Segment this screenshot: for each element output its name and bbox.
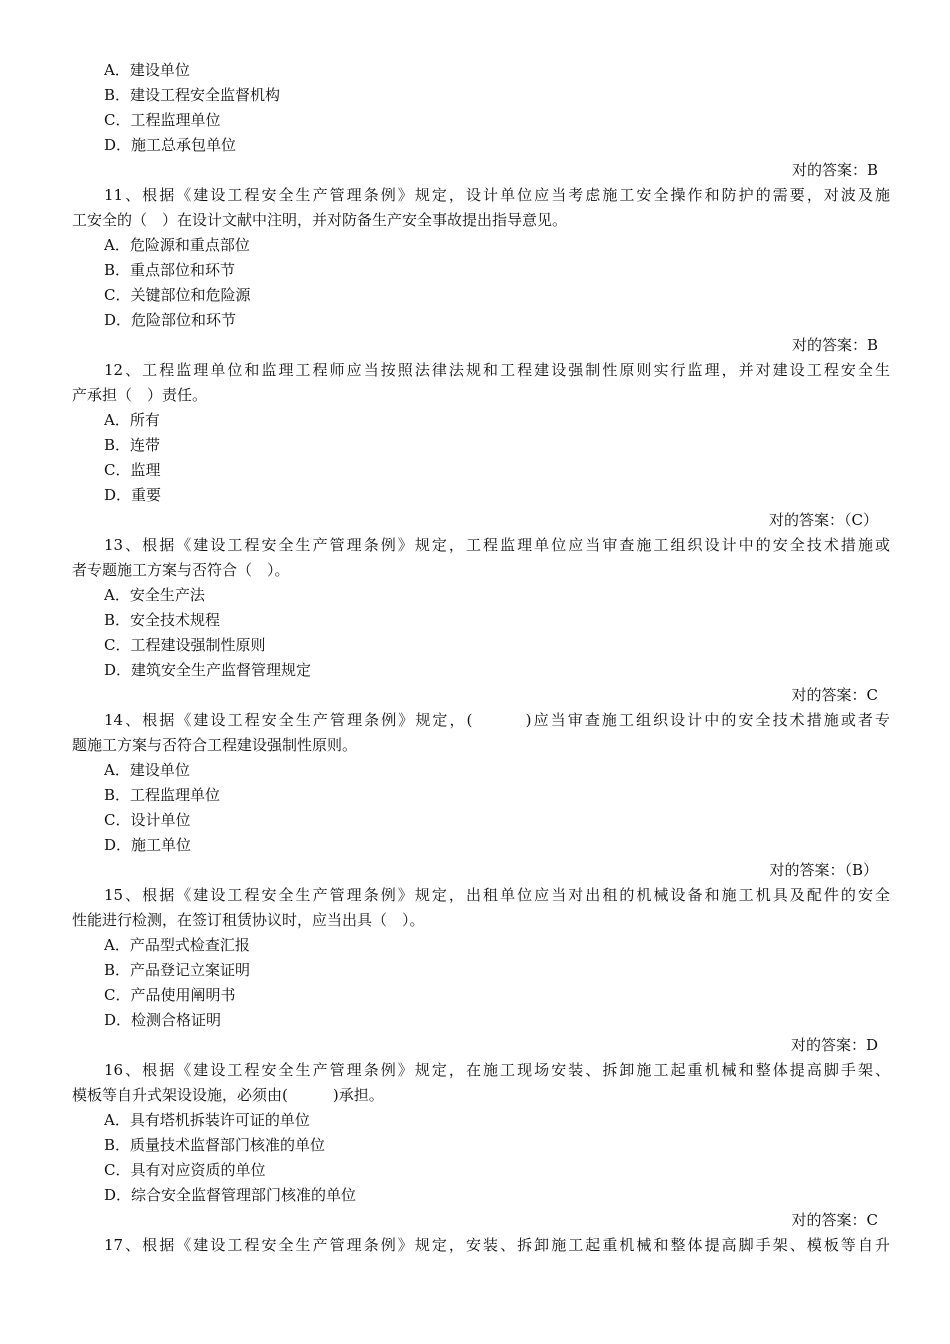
- question-list: [72, 58, 890, 1258]
- question-14-option-c: C．设计单位: [104, 811, 191, 829]
- question-15-stem: 15、根据《建设工程安全生产管理条例》规定，出租单位应当对出租的机械设备和施工机具及配件的安全: [104, 886, 890, 904]
- question-13-option-c: C．工程建设强制性原则: [104, 636, 266, 654]
- question-12-option-c: C．监理: [104, 461, 161, 479]
- question-14-stem: 14、根据《建设工程安全生产管理条例》规定，( )应当审查施工组织设计中的安全技术措施或者专: [104, 711, 890, 729]
- question-13-stem: 13、根据《建设工程安全生产管理条例》规定，工程监理单位应当审查施工组织设计中的安全技术措施或: [104, 536, 890, 554]
- question-11-option-a: A．危险源和重点部位: [104, 236, 250, 254]
- question-13-option-a: A．安全生产法: [104, 586, 205, 604]
- question-16-option-c: C．具有对应资质的单位: [104, 1161, 266, 1179]
- question-15-option-a: A．产品型式检查汇报: [104, 936, 250, 954]
- question-15-option-d: D．检测合格证明: [104, 1011, 222, 1029]
- question-11-option-b: B．重点部位和环节: [104, 261, 236, 279]
- option-a: A．建设单位: [104, 61, 190, 79]
- option-b: B．建设工程安全监督机构: [104, 86, 281, 104]
- question-14-stem-cont: 题施工方案与否符合工程建设强制性原则。: [72, 736, 358, 754]
- question-15-option-b: B．产品登记立案证明: [104, 961, 251, 979]
- question-16-stem: 16、根据《建设工程安全生产管理条例》规定，在施工现场安装、拆卸施工起重机械和整体提高脚手架、: [104, 1061, 890, 1079]
- question-11-stem-cont: 工安全的（ ）在设计文献中注明，并对防备生产安全事故提出指导意见。: [72, 211, 568, 229]
- question-13-option-d: D．建筑安全生产监督管理规定: [104, 661, 312, 679]
- question-14-option-b: B．工程监理单位: [104, 786, 221, 804]
- question-12-stem-cont: 产承担（ ）责任。: [72, 386, 208, 404]
- question-16-option-b: B．质量技术监督部门核准的单位: [104, 1136, 326, 1154]
- question-15-answer: 对的答案：D: [790, 1036, 878, 1054]
- question-11-option-c: C．关键部位和危险源: [104, 286, 251, 304]
- question-17-stem: 17、根据《建设工程安全生产管理条例》规定，安装、拆卸施工起重机械和整体提高脚手架、模板等自升: [104, 1236, 890, 1254]
- answer-line: 对的答案：B: [791, 161, 878, 179]
- question-12-option-a: A．所有: [104, 411, 160, 429]
- question-13-stem-cont: 者专题施工方案与否符合（ ）。: [72, 561, 290, 579]
- question-14-option-d: D．施工单位: [104, 836, 192, 854]
- question-12-stem: 12、工程监理单位和监理工程师应当按照法律法规和工程建设强制性原则实行监理，并对建设工程安全生: [104, 361, 890, 379]
- question-11-stem: 11、根据《建设工程安全生产管理条例》规定，设计单位应当考虑施工安全操作和防护的需要，对波及施: [104, 186, 890, 204]
- question-13-answer: 对的答案：C: [791, 686, 878, 704]
- option-d: D．施工总承包单位: [104, 136, 237, 154]
- question-16-answer: 对的答案：C: [791, 1211, 878, 1229]
- question-16-stem-cont: 模板等自升式架设设施，必须由( )承担。: [72, 1086, 384, 1104]
- question-13-option-b: B．安全技术规程: [104, 611, 221, 629]
- question-14-option-a: A．建设单位: [104, 761, 190, 779]
- question-11-answer: 对的答案：B: [791, 336, 878, 354]
- question-12-answer: 对的答案：（C）: [769, 511, 878, 529]
- question-12-option-b: B．连带: [104, 436, 161, 454]
- question-16-option-d: D．综合安全监督管理部门核准的单位: [104, 1186, 357, 1204]
- question-15-stem-cont: 性能进行检测，在签订租赁协议时，应当出具（ ）。: [72, 911, 425, 929]
- question-16-option-a: A．具有塔机拆装许可证的单位: [104, 1111, 310, 1129]
- question-14-answer: 对的答案：（B）: [769, 861, 878, 879]
- question-15-option-c: C．产品使用阐明书: [104, 986, 236, 1004]
- option-c: C．工程监理单位: [104, 111, 221, 129]
- question-12-option-d: D．重要: [104, 486, 162, 504]
- question-11-option-d: D．危险部位和环节: [104, 311, 237, 329]
